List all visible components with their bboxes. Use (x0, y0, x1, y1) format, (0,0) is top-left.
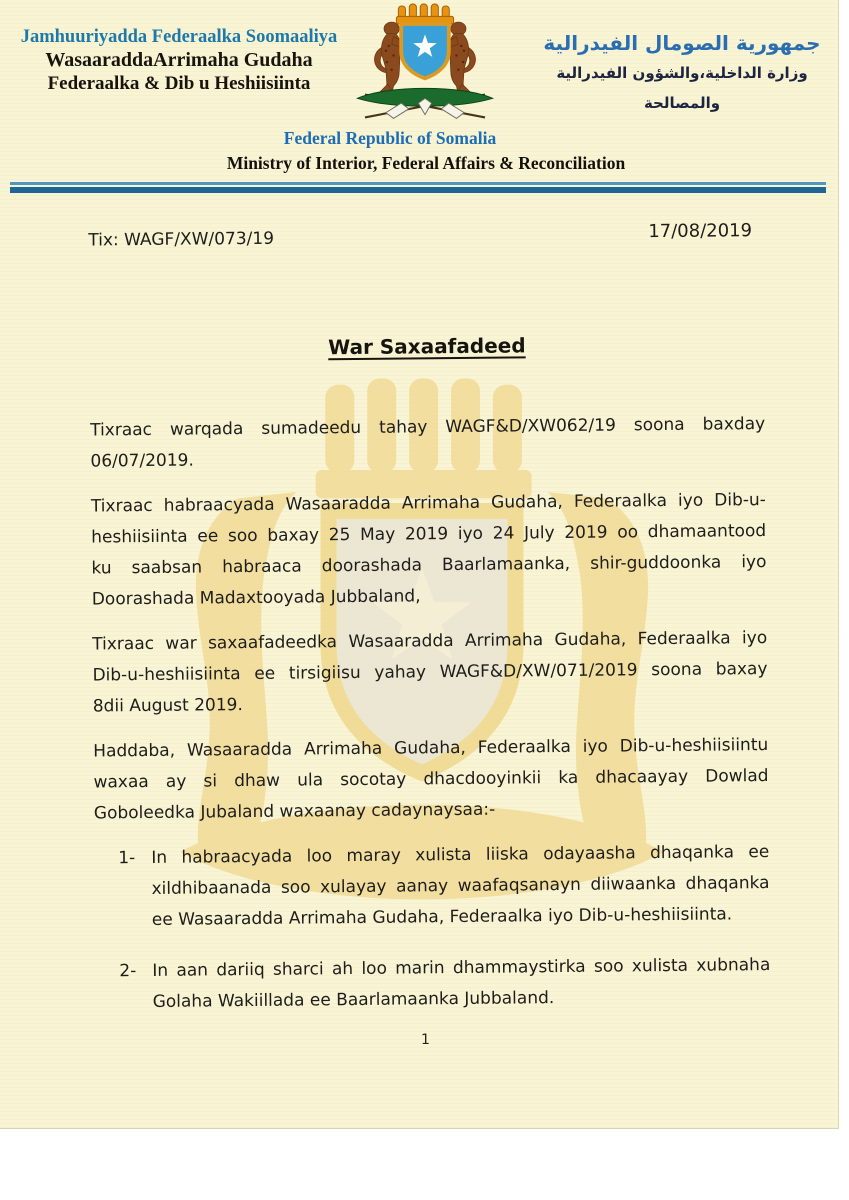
ministry-name-arabic: وزارة الداخلية،والشؤون الفيدرالية والمصالحة (556, 64, 808, 112)
reference-row (88, 220, 763, 256)
letter-body (0, 197, 839, 1039)
list-item-2 (119, 950, 771, 1018)
paragraph-1: Tixraac warqada sumadeedu tahay WAGF&D/XW062/19 soona baxday 06/07/2019. (90, 414, 766, 472)
document-title: War Saxaafadeed (328, 333, 526, 360)
header-rule-thick (10, 187, 826, 193)
list-item-2-number: 2- (119, 961, 137, 982)
ministry-name-somali-line1: WasaaraddaArrimaha Gudaha (45, 49, 313, 71)
letterhead-arabic-block (532, 28, 832, 118)
reference-number: Tix: WAGF/XW/073/19 (88, 228, 275, 251)
somalia-coat-of-arms-icon (344, 2, 506, 128)
list-item-1 (118, 837, 770, 936)
numbered-list (6, 836, 839, 1019)
country-name-somali: Jamhuuriyadda Federaalka Soomaaliya (20, 27, 338, 47)
list-item-1-text: In habraacyada loo maray xulista liiska odayaasha dhaqanka ee xildhibaanada soo xulayay aanay waafaqsanayn diiwaanka dhaqanka ee Wasaaradda Arrimaha Gudaha, Federaalka iyo Dib-u-heshiisiinta. (151, 842, 770, 930)
list-item-2-text: In aan dariiq sharci ah loo marin dhammaystirka soo xulista xubnaha Golaha Wakiillada ee Baarlamaanka Jubbaland. (152, 955, 771, 1012)
paragraph-2: Tixraac habraacyada Wasaaradda Arrimaha Gudaha, Federaalka iyo Dib-u- heshiisiinta ee soo baxay 25 May 2019 iyo 24 July 2019 oo dhamaantood ku saabsan habraaca doorashada Baarlamaanka, shir-guddoonka iyo Doorashada Madaxtooyada Jubbaland, (90, 490, 767, 610)
page-number: 1 (421, 1032, 430, 1048)
list-item-1-number: 1- (118, 848, 136, 869)
paragraph-3: Tixraac war saxaafadeedka Wasaaradda Arrimaha Gudaha, Federaalka iyo Dib-u-heshiisiinta ee tirsigiisu yahay WAGF&D/XW/071/2019 soona baxay 8dii August 2019. (92, 628, 768, 717)
ministry-name-english: Ministry of Interior, Federal Affairs & Reconciliation (226, 153, 626, 173)
country-name-english: Federal Republic of Somalia (283, 128, 497, 148)
document-date: 17/08/2019 (648, 220, 753, 243)
ministry-name-somali-line2: Federaalka & Dib u Heshiisiinta (47, 73, 311, 94)
letterhead-somali-block (16, 26, 342, 95)
country-name-arabic: جمهورية الصومال الفيدرالية (543, 31, 821, 55)
header-rule-thin (10, 182, 826, 185)
paragraph-4: Haddaba, Wasaaradda Arrimaha Gudaha, Federaalka iyo Dib-u-heshiisiintu waxaa ay si dhaw ula socotay dhacdooyinkii ka dhacaayay Dowlad Goboleedka Jubaland waxaanay cadaynaysaa:- (93, 735, 769, 824)
